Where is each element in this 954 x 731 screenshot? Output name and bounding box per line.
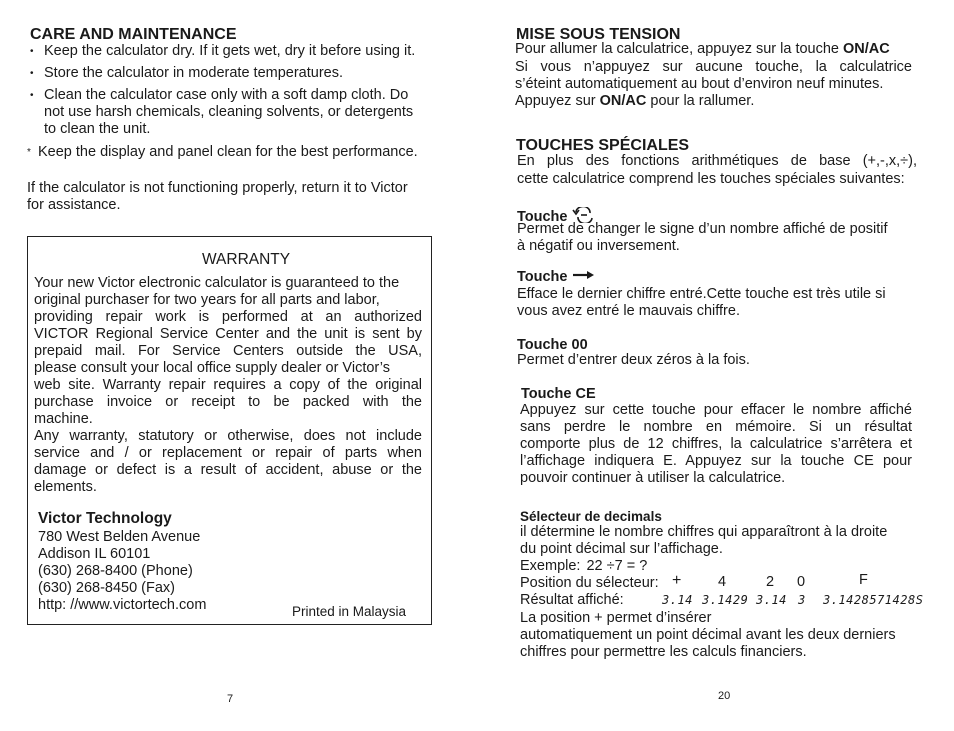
warranty-box [27, 236, 432, 625]
result-value: 3.14 [662, 593, 693, 607]
special-intro-1: En plus des fonctions arithmétiques de base (+,-,x,÷), [517, 153, 917, 169]
company-website: http: //www.victortech.com [38, 597, 207, 613]
zero-key-text: Permet d’entrer deux zéros à la fois. [517, 352, 750, 368]
list-item-continuation: not use harsh chemicals, cleaning solvents, or detergents [44, 104, 414, 120]
ce-key-label: Touche CE [521, 386, 596, 402]
ce-key-text: Appuyez sur cette touche pour effacer le nombre affiché sans perdre le nombre en mémoire. Si un résultat comporte plus de 12 chiffres, la calculatrice s’arrêtera et l’affichage indiquera E. Appuyez sur la touche CE pour pouvoir continuer à utiliser la calculatrice. [520, 402, 912, 486]
result-label: Résultat affiché: [520, 592, 624, 608]
zero-key-label: Touche 00 [517, 337, 588, 353]
arrow-key-text-2: vous avez entré le mauvais chiffre. [517, 303, 740, 319]
care-title: CARE AND MAINTENANCE [30, 26, 237, 43]
bullet-icon: • [30, 90, 34, 101]
list-item: • Keep the calculator dry. If it gets wet, dry it before using it. [30, 43, 416, 59]
selector-position: + [672, 572, 682, 589]
power-line-2: Si vous n’appuyez sur aucune touche, la calculatrice [515, 59, 912, 75]
plus-text-1: La position + permet d’insérer [520, 610, 712, 626]
result-value: 3.1428571428S [823, 593, 924, 607]
list-item: * Keep the display and panel clean for the best performance. [27, 144, 418, 160]
list-item: • Store the calculator in moderate temperatures. [30, 65, 344, 81]
selector-position: 2 [766, 574, 775, 590]
power-title: MISE SOUS TENSION [516, 26, 681, 43]
result-value: 3.1429 [702, 593, 749, 607]
company-name: Victor Technology [38, 510, 172, 527]
decimal-label: Sélecteur de decimals [520, 509, 662, 524]
selector-position: 0 [797, 574, 806, 590]
list-item-continuation: to clean the unit. [44, 121, 151, 137]
selector-position: 4 [718, 574, 727, 590]
power-line-4: Appuyez sur ON/AC pour la rallumer. [515, 93, 755, 109]
selector-label: Position du sélecteur: [520, 575, 659, 591]
page-number-right: 20 [718, 690, 731, 702]
return-text-2: for assistance. [27, 197, 121, 213]
power-line-3: s’éteint automatiquement au bout d’environ neuf minutes. [515, 76, 884, 92]
arrow-right-icon [572, 269, 596, 281]
special-title: TOUCHES SPÉCIALES [516, 137, 690, 154]
sign-key-label: Touche [517, 207, 596, 226]
plus-text-2: automatiquement un point décimal avant les deux derniers [520, 627, 896, 643]
power-line-1: Pour allumer la calculatrice, appuyez sur la touche ON/AC [515, 41, 890, 57]
result-value: 3.14 [756, 593, 787, 607]
warranty-body: Your new Victor electronic calculator is guaranteed to the original purchaser for two years for all parts and labor, providing repair work is performed at an authorized VICTOR Regional Service Center and the unit is sent by prepaid mail. For Service Centers outside the USA, please consult your local office supply dealer or Victor’s web site. Warranty repair requires a copy of the original purchase invoice or receipt to be packed with the machine. Any warranty, statutory or otherwise, does not include service and / or replacement or repair of parts when damage or defect is a result of accident, abuse or the elements. [34, 275, 422, 495]
company-address: 780 West Belden Avenue Addison IL 60101 (630) 268-8400 (Phone) (630) 268-8450 (Fax) http: //www.victortech.com [38, 529, 207, 613]
arrow-key-text-1: Efface le dernier chiffre entré.Cette touche est très utile si [517, 286, 886, 302]
printed-in: Printed in Malaysia [292, 604, 407, 619]
decimal-text-1: il détermine le nombre chiffres qui apparaîtront à la droite [520, 524, 888, 540]
return-text-1: If the calculator is not functioning properly, return it to Victor [27, 180, 408, 196]
page-number-left: 7 [227, 693, 234, 705]
warranty-title: WARRANTY [202, 251, 291, 268]
example-line: Exemple: 22 ÷7 = ? [520, 558, 648, 574]
special-intro-2: cette calculatrice comprend les touches spéciales suivantes: [517, 171, 905, 187]
sign-key-text-1: Permet de changer le signe d’un nombre affiché de positif [517, 221, 888, 237]
bullet-icon: • [30, 46, 34, 57]
bullet-icon: * [27, 147, 31, 158]
selector-position: F [859, 572, 868, 588]
plus-text-3: chiffres pour permettre les calculs financiers. [520, 644, 807, 660]
list-item: • Clean the calculator case only with a soft damp cloth. Do [30, 87, 409, 103]
bullet-icon: • [30, 68, 34, 79]
decimal-text-2: du point décimal sur l’affichage. [520, 541, 723, 557]
result-value: 3 [798, 593, 806, 607]
arrow-key-label: Touche [517, 269, 596, 286]
sign-key-text-2: à négatif ou inversement. [517, 238, 680, 254]
